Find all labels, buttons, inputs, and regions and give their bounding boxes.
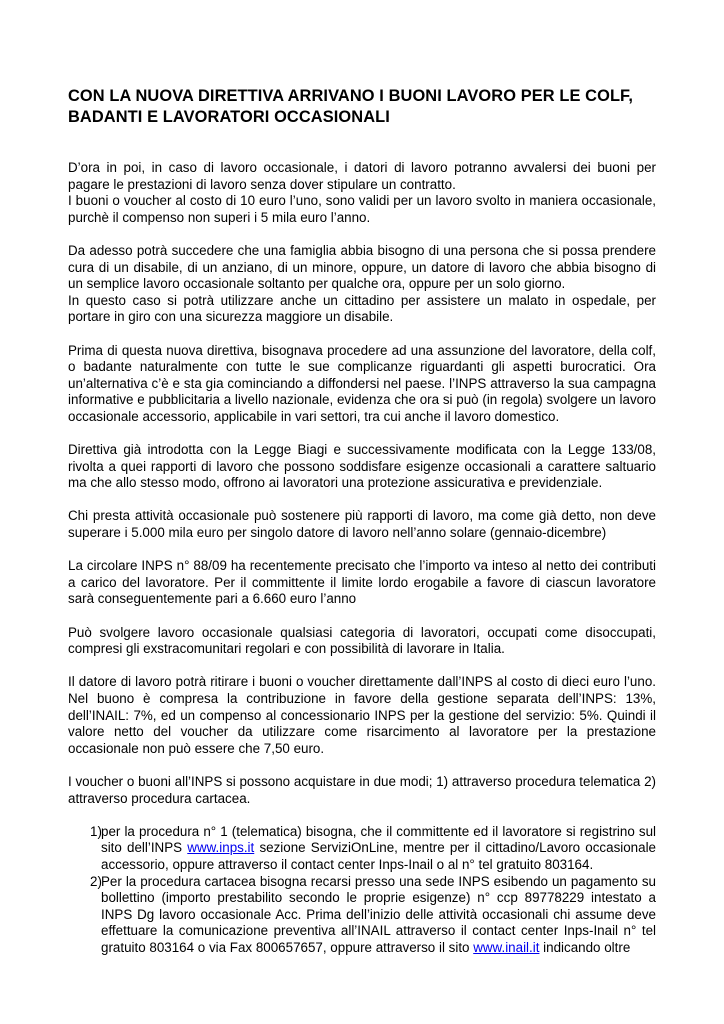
- list-text: sezione ServiziOnLine, mentre per il cittadino/Lavoro occasionale accessorio, oppure attraverso il contact center Inps-Inail o al n° tel gratuito 803164.: [101, 840, 656, 872]
- inail-link[interactable]: www.inail.it: [473, 939, 540, 955]
- paragraph-line: Da adesso potrà succedere che una famiglia abbia bisogno di una persona che si possa prendere cura di un disabile, di un anziano, di un minore, oppure, un datore di lavoro che abbia bisogno di un semplice lavoro occasionale soltanto per qualche ora, oppure per un solo giorno.: [68, 242, 656, 292]
- paragraph-7: [68, 625, 656, 658]
- paragraph-line: D’ora in poi, in caso di lavoro occasionale, i datori di lavoro potranno avvalersi dei buoni per pagare le prestazioni di lavoro senza dover stipulare un contratto.: [68, 160, 656, 192]
- paragraph-line: Il datore di lavoro potrà ritirare i buoni o voucher direttamente dall’INPS al costo di dieci euro l’uno. Nel buono è compresa la contribuzione in favore della gestione separata dell’INPS: 13%, dell’INAIL: 7%, ed un compenso al concessionario INPS per la gestione del servizio: 5%. Quindi il valore netto del voucher da utilizzare come risarcimento al lavoratore per la prestazione occasionale non può essere che 7,50 euro.: [68, 674, 656, 756]
- list-item: [68, 824, 656, 874]
- paragraph-line: In questo caso si potrà utilizzare anche un cittadino per assistere un malato in ospedale, per portare in giro con una sicurezza maggiore un disabile.: [68, 292, 656, 325]
- paragraph-3: [68, 343, 656, 426]
- list-text: per la procedura n° 1 (telematica) bisogna, che il committente ed il lavoratore si registrino sul sito dell’INPS: [101, 823, 656, 856]
- paragraph-6: [68, 558, 656, 608]
- paragraph-5: [68, 508, 656, 541]
- list-number: 2): [90, 873, 102, 889]
- procedure-list: [68, 824, 656, 957]
- inps-link[interactable]: www.inps.it: [187, 840, 255, 856]
- paragraph-line: I buoni o voucher al costo di 10 euro l’uno, sono validi per un lavoro svolto in maniera occasionale, purchè il compenso non superi i 5 mila euro l’anno.: [68, 193, 656, 225]
- paragraph-4: [68, 442, 656, 492]
- paragraph-line: Direttiva già introdotta con la Legge Biagi e successivamente modificata con la Legge 133/08, rivolta a quei rapporti di lavoro che possono soddisfare esigenze occasionali a carattere saltuario ma che allo stesso modo, offrono ai lavoratori una protezione assicurativa e previdenziale.: [68, 442, 656, 491]
- paragraph-line: I voucher o buoni all’INPS si possono acquistare in due modi; 1) attraverso procedura telematica 2) attraverso procedura cartacea.: [68, 773, 656, 806]
- list-item: [68, 874, 656, 957]
- list-number: 1): [90, 823, 102, 839]
- paragraph-line: Prima di questa nuova direttiva, bisognava procedere ad una assunzione del lavoratore, della colf, o badante naturalmente con tutte le sue complicanze riguardanti gli aspetti burocratici. Ora un’alternativa c’è e sta gia cominciando a diffondersi nel paese. l’INPS attraverso la sua campagna informative e pubblicitaria a livello nazionale, evidenza che ora si può (in regola) svolgere un lavoro occasionale accessorio, applicabile in vari settori, tra cui anche il lavoro domestico.: [68, 342, 656, 424]
- document-page: [68, 86, 656, 957]
- paragraph-line: Chi presta attività occasionale può sostenere più rapporti di lavoro, ma come già detto, non deve superare i 5.000 mila euro per singolo datore di lavoro nell’anno solare (gennaio-dicembre): [68, 508, 656, 541]
- list-text: Per la procedura cartacea bisogna recarsi presso una sede INPS esibendo un pagamento su bollettino (importo prestabilito secondo le proprie esigenze) n° ccp 89778229 intestato a INPS Dg lavoro occasionale Acc. Prima dell’inizio delle attività occasionali chi assume deve effettuare la comunicazione preventiva all’INAIL attraverso il contact center Inps-Inail n° tel gratuito 803164 o via Fax 800657657, oppure attraverso il sito: [101, 873, 656, 955]
- paragraph-line: La circolare INPS n° 88/09 ha recentemente precisato che l’importo va inteso al netto dei contributi a carico del lavoratore. Per il committente il limite lordo erogabile a favore di ciascun lavoratore sarà conseguentemente pari a 6.660 euro l’anno: [68, 558, 656, 607]
- paragraph-9: [68, 774, 656, 807]
- list-text: indicando oltre: [539, 939, 631, 955]
- paragraph-2: [68, 243, 656, 326]
- document-title: CON LA NUOVA DIRETTIVA ARRIVANO I BUONI LAVORO PER LE COLF, BADANTI E LAVORATORI OCCASIONALI: [68, 87, 634, 126]
- paragraph-8: [68, 674, 656, 757]
- paragraph-1: [68, 160, 656, 226]
- paragraph-line: Può svolgere lavoro occasionale qualsiasi categoria di lavoratori, occupati come disoccupati, compresi gli exstracomunitari regolari e con possibilità di lavorare in Italia.: [68, 624, 656, 657]
